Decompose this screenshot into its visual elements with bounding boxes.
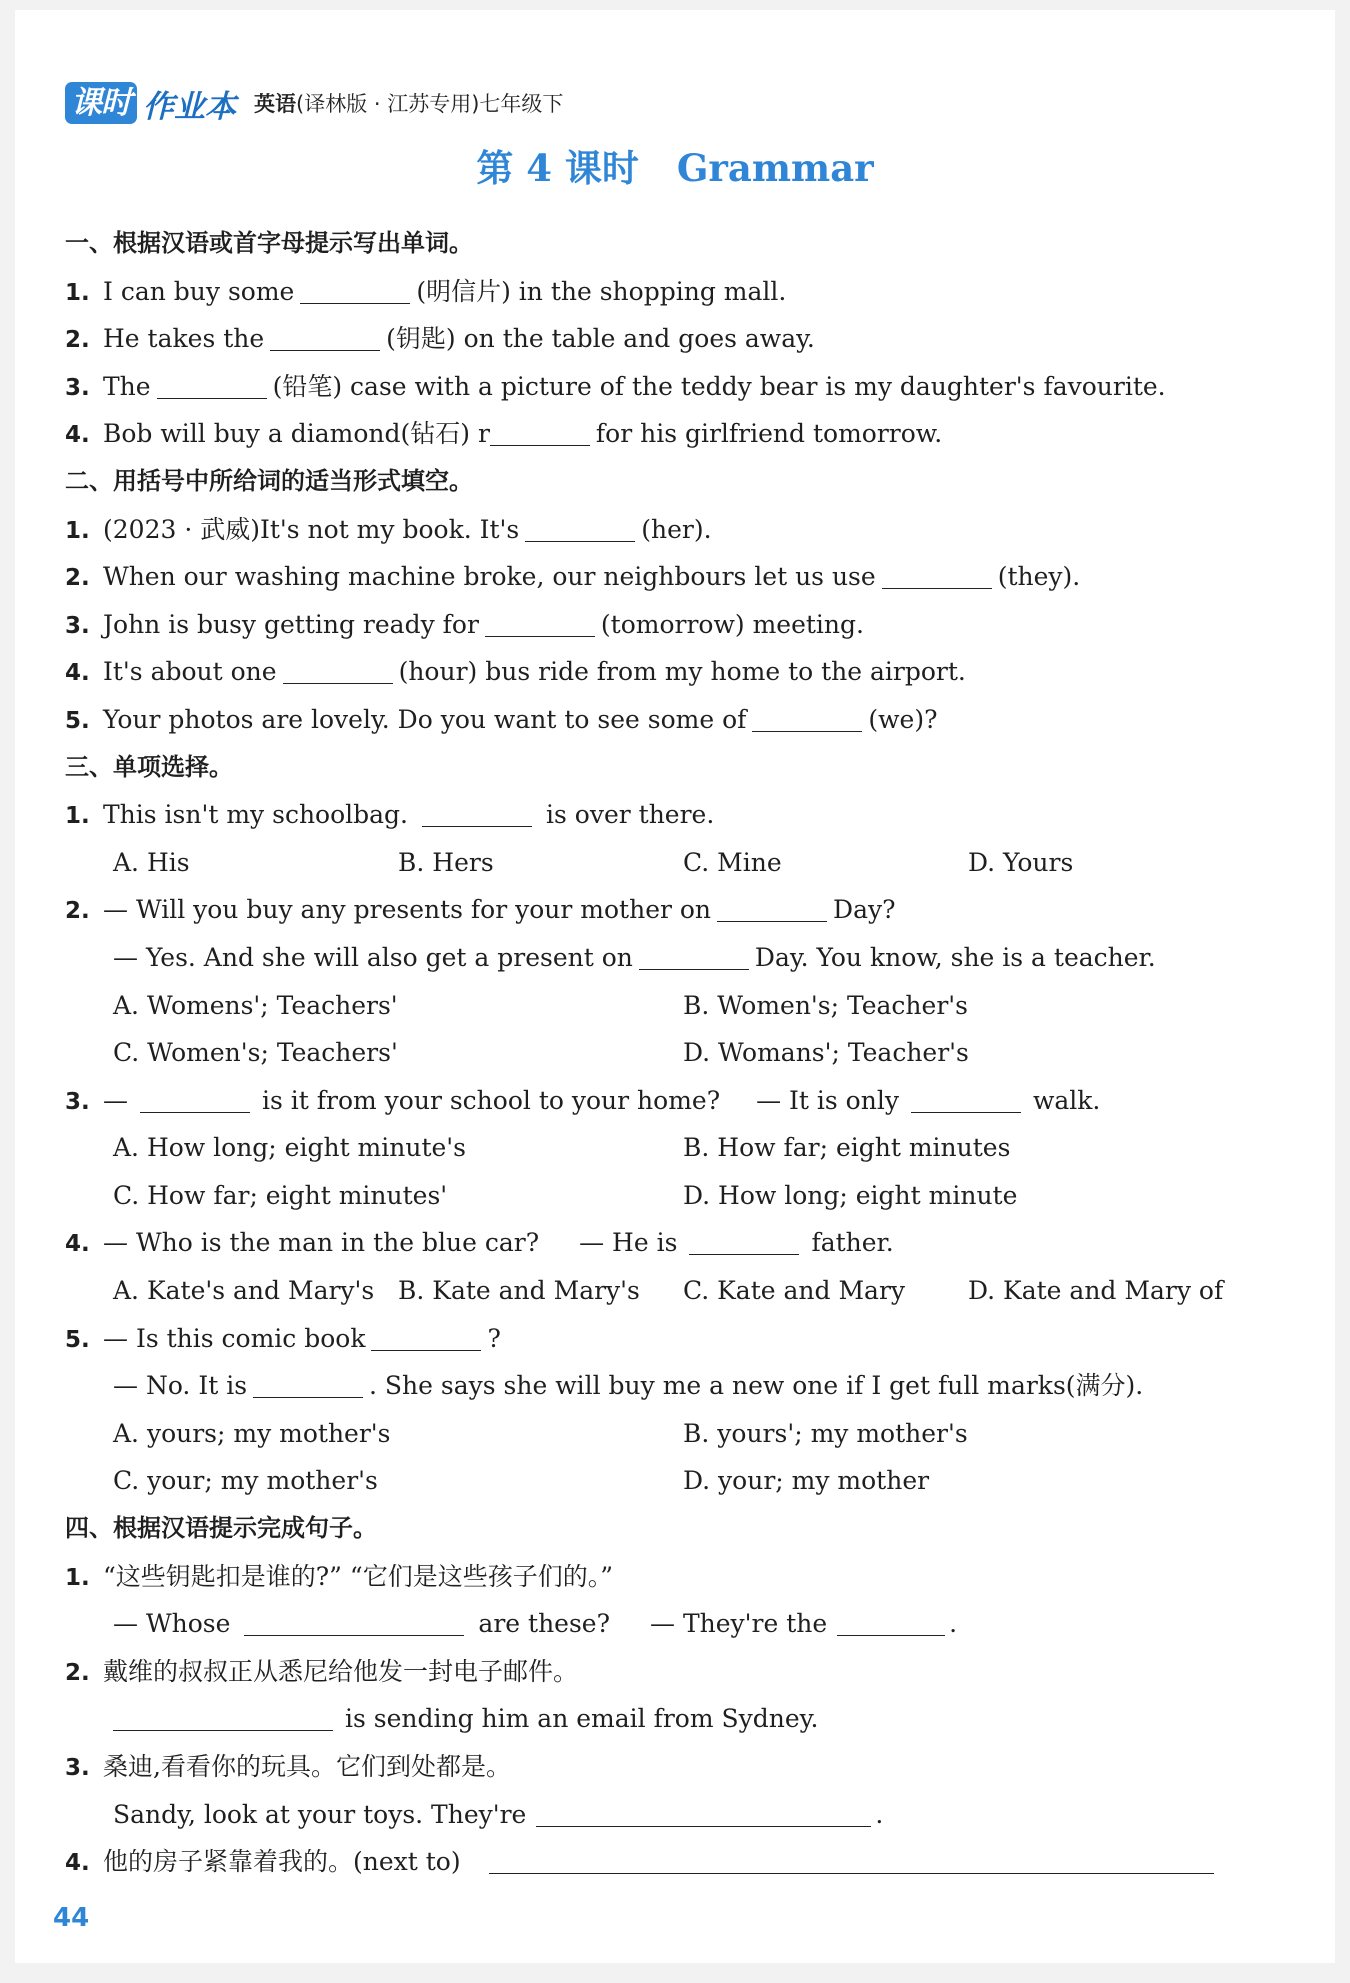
option-d[interactable]: D. Kate and Mary of bbox=[968, 1276, 1224, 1306]
answer-blank[interactable] bbox=[485, 608, 595, 637]
question-number: 3. bbox=[65, 1088, 90, 1115]
question-text: He takes the bbox=[103, 324, 265, 354]
lesson-title-en: Grammar bbox=[676, 146, 874, 190]
question-text: — Whose bbox=[113, 1609, 231, 1639]
question-text: When our washing machine broke, our neighbours let us use bbox=[103, 562, 876, 592]
question bbox=[65, 553, 1265, 601]
logo-box: 课时 bbox=[65, 82, 137, 124]
answer-blank[interactable] bbox=[689, 1226, 799, 1255]
option-b[interactable]: B. Women's; Teacher's bbox=[683, 990, 968, 1020]
answer-blank[interactable] bbox=[371, 1322, 481, 1351]
page-number: 44 bbox=[53, 1903, 90, 1933]
question-number: 4. bbox=[65, 1850, 90, 1877]
question-text: (we)? bbox=[868, 704, 938, 734]
section-heading: 一、根据汉语或首字母提示写出单词。 bbox=[65, 229, 473, 257]
answer-blank[interactable] bbox=[525, 513, 635, 542]
question-text: — No. It is bbox=[113, 1371, 248, 1401]
section-heading: 二、用括号中所给词的适当形式填空。 bbox=[65, 466, 473, 495]
header-subtitle bbox=[254, 88, 563, 118]
worksheet-page bbox=[15, 10, 1335, 1963]
answer-blank[interactable] bbox=[422, 798, 532, 827]
question bbox=[65, 886, 1265, 934]
question-text: — Will you buy any presents for your mother on bbox=[103, 895, 712, 925]
question-prompt-cn: “这些钥匙扣是谁的?” “它们是这些孩子们的。” bbox=[103, 1561, 613, 1591]
question-text: (钥匙) on the table and goes away. bbox=[386, 324, 815, 354]
question-text: This isn't my schoolbag. bbox=[103, 800, 409, 830]
question-prompt-cn: 戴维的叔叔正从悉尼给他发一封电子邮件。 bbox=[103, 1656, 579, 1686]
lesson-title-cn: 第 4 课时 bbox=[476, 146, 639, 190]
question-text: Bob will buy a diamond(钻石) r bbox=[103, 419, 490, 449]
question-text: (2023 · 武威)It's not my book. It's bbox=[103, 514, 520, 544]
question bbox=[65, 1077, 1265, 1125]
answer-blank[interactable] bbox=[140, 1084, 250, 1113]
option-row bbox=[65, 1410, 1265, 1458]
question-number: 1. bbox=[65, 517, 90, 544]
answer-blank[interactable] bbox=[717, 893, 827, 922]
question bbox=[65, 601, 1265, 649]
question-text: Your photos are lovely. Do you want to see some of bbox=[103, 704, 747, 734]
answer-blank[interactable] bbox=[489, 1845, 1214, 1874]
question-text: Day. You know, she is a teacher. bbox=[754, 942, 1156, 972]
answer-blank[interactable] bbox=[490, 417, 590, 446]
question-text: — bbox=[103, 1085, 128, 1115]
option-d[interactable]: D. your; my mother bbox=[683, 1466, 930, 1496]
answer-blank[interactable] bbox=[113, 1702, 333, 1731]
option-a[interactable]: A. How long; eight minute's bbox=[113, 1133, 467, 1163]
logo-text: 作业本 bbox=[143, 88, 236, 125]
answer-blank[interactable] bbox=[752, 703, 862, 732]
option-d[interactable]: D. Womans'; Teacher's bbox=[683, 1038, 969, 1068]
lesson-title bbox=[15, 138, 1335, 192]
answer-blank[interactable] bbox=[253, 1369, 363, 1398]
answer-blank[interactable] bbox=[244, 1607, 464, 1636]
question-text: Day? bbox=[833, 895, 896, 925]
question-text: (铅笔) case with a picture of the teddy bear is my daughter's favourite. bbox=[272, 371, 1166, 401]
question bbox=[65, 506, 1265, 554]
question bbox=[65, 410, 1265, 458]
question-text: The bbox=[103, 371, 151, 401]
question-number: 4. bbox=[65, 1231, 90, 1258]
question-continuation bbox=[65, 1600, 1265, 1648]
question-text: are these? bbox=[478, 1609, 610, 1639]
answer-blank[interactable] bbox=[837, 1607, 945, 1636]
option-c[interactable]: C. Kate and Mary bbox=[683, 1276, 906, 1306]
answer-blank[interactable] bbox=[283, 655, 393, 684]
question-text: (they). bbox=[997, 562, 1081, 592]
option-b[interactable]: B. Kate and Mary's bbox=[398, 1276, 640, 1306]
option-b[interactable]: B. Hers bbox=[398, 847, 494, 877]
option-c[interactable]: C. How far; eight minutes' bbox=[113, 1180, 448, 1210]
option-row bbox=[65, 1172, 1265, 1220]
option-a[interactable]: A. Kate's and Mary's bbox=[113, 1276, 375, 1306]
question-text: — Is this comic book bbox=[103, 1323, 366, 1353]
question-text: is sending him an email from Sydney. bbox=[345, 1704, 819, 1734]
question-text: — They're the bbox=[650, 1609, 828, 1639]
question-text: . She says she will buy me a new one if I get full marks(满分). bbox=[369, 1371, 1144, 1401]
question-text: It's about one bbox=[103, 657, 277, 687]
option-c[interactable]: C. Mine bbox=[683, 847, 782, 877]
question bbox=[65, 791, 1265, 839]
question bbox=[65, 315, 1265, 363]
question-text: . bbox=[949, 1609, 958, 1639]
question-text: — He is bbox=[579, 1228, 678, 1258]
question-text: ? bbox=[487, 1323, 501, 1353]
section-heading: 四、根据汉语提示完成句子。 bbox=[65, 1514, 377, 1543]
option-d[interactable]: D. Yours bbox=[968, 847, 1074, 877]
page-header bbox=[65, 78, 563, 128]
brand-logo bbox=[65, 81, 236, 126]
question-text: — It is only bbox=[756, 1085, 899, 1115]
question-text: . bbox=[875, 1799, 884, 1829]
question-number: 5. bbox=[65, 1326, 90, 1353]
answer-blank[interactable] bbox=[270, 322, 380, 351]
question-number: 3. bbox=[65, 1755, 90, 1781]
question-number: 1. bbox=[65, 279, 90, 306]
question bbox=[65, 363, 1265, 411]
option-row bbox=[65, 1457, 1265, 1505]
question-number: 3. bbox=[65, 612, 90, 639]
header-edition: (译林版 · 江苏专用)七年级下 bbox=[296, 92, 564, 116]
question-number: 2. bbox=[65, 898, 90, 925]
question-number: 1. bbox=[65, 803, 90, 830]
question-number: 2. bbox=[65, 565, 90, 592]
question bbox=[65, 1838, 1265, 1886]
answer-blank[interactable] bbox=[536, 1798, 871, 1827]
question-text: — Who is the man in the blue car? bbox=[103, 1228, 540, 1258]
exercise-content bbox=[65, 220, 1265, 1886]
question bbox=[65, 648, 1265, 696]
question-text: walk. bbox=[1032, 1085, 1101, 1115]
question-continuation bbox=[65, 1695, 1265, 1743]
question-text: for his girlfriend tomorrow. bbox=[595, 419, 943, 449]
question-text: John is busy getting ready for bbox=[103, 609, 479, 639]
option-row bbox=[65, 1029, 1265, 1077]
question-number: 4. bbox=[65, 660, 90, 687]
question-number: 3. bbox=[65, 374, 90, 401]
question bbox=[65, 1648, 1265, 1696]
option-row bbox=[65, 982, 1265, 1030]
option-c[interactable]: C. Women's; Teachers' bbox=[113, 1038, 398, 1068]
section-heading: 三、单项选择。 bbox=[65, 752, 233, 781]
question bbox=[65, 268, 1265, 316]
header-subject: 英语 bbox=[254, 92, 296, 116]
answer-blank[interactable] bbox=[157, 370, 267, 399]
question-text: Sandy, look at your toys. They're bbox=[113, 1799, 527, 1829]
option-a[interactable]: A. His bbox=[113, 847, 190, 877]
question-continuation bbox=[65, 1791, 1265, 1839]
option-row bbox=[65, 1124, 1265, 1172]
option-row bbox=[65, 1267, 1265, 1315]
question-number: 2. bbox=[65, 1659, 90, 1686]
question-text: is it from your school to your home? bbox=[262, 1085, 721, 1115]
question-text: — Yes. And she will also get a present on bbox=[113, 942, 633, 972]
question-number: 1. bbox=[65, 1564, 90, 1591]
question-text: I can buy some bbox=[103, 276, 295, 306]
answer-blank[interactable] bbox=[300, 275, 410, 304]
question-number: 2. bbox=[65, 327, 90, 354]
question-text: (tomorrow) meeting. bbox=[600, 609, 864, 639]
option-b[interactable]: B. yours'; my mother's bbox=[683, 1418, 968, 1448]
option-c[interactable]: C. your; my mother's bbox=[113, 1466, 378, 1496]
option-d[interactable]: D. How long; eight minute bbox=[683, 1180, 1018, 1210]
option-b[interactable]: B. How far; eight minutes bbox=[683, 1133, 1011, 1163]
question-number: 4. bbox=[65, 422, 90, 449]
answer-blank[interactable] bbox=[911, 1084, 1021, 1113]
question bbox=[65, 1219, 1265, 1267]
question-text: father. bbox=[811, 1228, 894, 1258]
question-text: (her). bbox=[641, 514, 712, 544]
question-text: is over there. bbox=[546, 800, 715, 830]
option-a[interactable]: A. yours; my mother's bbox=[113, 1418, 391, 1448]
answer-blank[interactable] bbox=[639, 941, 749, 970]
question bbox=[65, 1743, 1265, 1791]
question bbox=[65, 1315, 1265, 1363]
option-a[interactable]: A. Womens'; Teachers' bbox=[113, 990, 398, 1020]
question-prompt-cn: 桑迪,看看你的玩具。它们到处都是。 bbox=[103, 1752, 511, 1781]
question-text: (明信片) in the shopping mall. bbox=[416, 276, 787, 306]
question-text: (hour) bus ride from my home to the airport. bbox=[398, 657, 966, 687]
question-number: 5. bbox=[65, 707, 90, 734]
question bbox=[65, 696, 1265, 744]
answer-blank[interactable] bbox=[882, 560, 992, 589]
question-prompt-cn: 他的房子紧靠着我的。(next to) bbox=[103, 1847, 461, 1877]
option-row bbox=[65, 839, 1265, 887]
question bbox=[65, 1553, 1265, 1601]
question-continuation bbox=[65, 1362, 1265, 1410]
question-continuation bbox=[65, 934, 1265, 982]
